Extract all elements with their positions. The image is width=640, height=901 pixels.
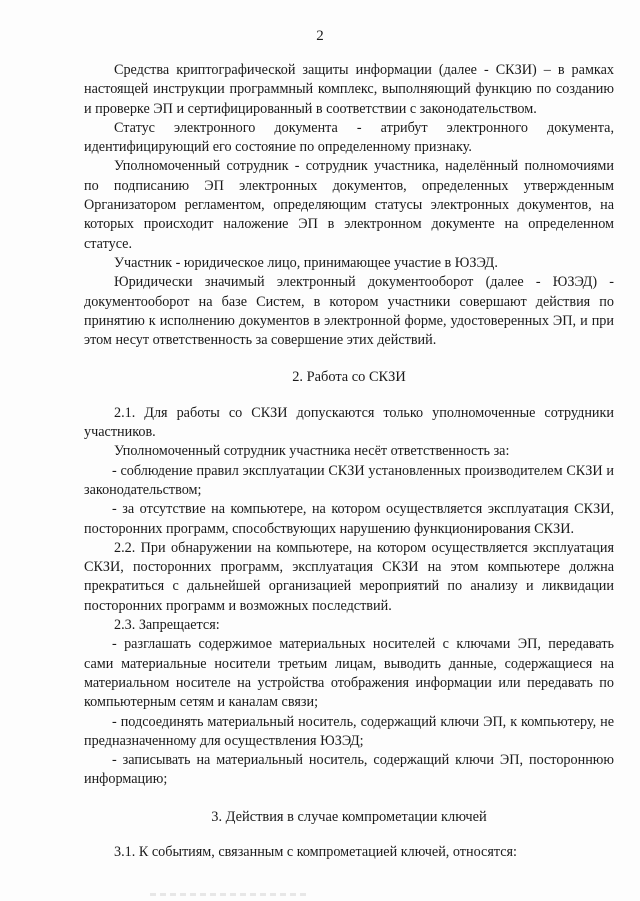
clause-2-1: 2.1. Для работы со СКЗИ допускаются только уполномоченные сотрудники участников.	[84, 404, 614, 441]
clause-2-2: 2.2. При обнаружении на компьютере, на котором осуществляется эксплуатация СКЗИ, посторонних программ, эксплуатация СКЗИ на этом компьютере должна прекратиться с дальнейшей организацией мероприятий по анализу и ликвидации посторонних программ и возможных последствий.	[84, 539, 614, 614]
prohibition-item-1: - разглашать содержимое материальных носителей с ключами ЭП, передавать сами материальные носители третьим лицам, выводить данные, содержащиеся на материальном носителе на устройства отображения информации или передавать по компьютерным сетям и каналам связи;	[84, 636, 614, 711]
definition-participant: Участник - юридическое лицо, принимающее участие в ЮЗЭД.	[114, 254, 498, 271]
definition-authorized-employee: Уполномоченный сотрудник - сотрудник участника, наделённый полномочиями по подписанию ЭП электронных документов, определенных утвержденным Организатором регламентом, определяющим статусы электронных документов, на которых происходит наложение ЭП в электронном документе на определенном статусе.	[84, 158, 614, 252]
document-body	[84, 61, 614, 862]
definition-yuzed: Юридически значимый электронный документооборот (далее - ЮЗЭД) - документооборот на базе Систем, в котором участники совершают действия по принятию к исполнению документов в электронной форме, удостоверенных ЭП, и при этом несут ответственность за совершение этих действий.	[84, 274, 614, 349]
definition-document-status: Статус электронного документа - атрибут электронного документа, идентифицирующий его состояние по определенному признаку.	[84, 119, 614, 156]
prohibition-item-2: - подсоединять материальный носитель, содержащий ключи ЭП, к компьютеру, не предназначенному для осуществления ЮЗЭД;	[84, 713, 614, 749]
responsibility-item-2: - за отсутствие на компьютере, на котором осуществляется эксплуатация СКЗИ, посторонних программ, способствующих нарушению функционирования СКЗИ.	[84, 501, 614, 537]
clause-3-1: 3.1. К событиям, связанным с компрометацией ключей, относятся:	[114, 843, 517, 860]
page-number: 2	[316, 28, 324, 44]
responsibility-item-1: - соблюдение правил эксплуатации СКЗИ установленных производителем СКЗИ и законодательством;	[84, 462, 614, 498]
section-2-title: 2. Работа со СКЗИ	[292, 369, 406, 386]
responsibility-intro: Уполномоченный сотрудник участника несёт ответственность за:	[114, 443, 510, 460]
definition-skzi: Средства криптографической защиты информации (далее - СКЗИ) – в рамках настоящей инструкции программный комплекс, выполняющий функцию по созданию и проверке ЭП и сертифицированный в соответствии с законодательством.	[84, 62, 614, 117]
prohibition-item-3: - записывать на материальный носитель, содержащий ключи ЭП, постороннюю информацию;	[84, 752, 614, 788]
scan-artifact	[150, 893, 310, 896]
clause-2-3: 2.3. Запрещается:	[114, 617, 220, 634]
section-3-title: 3. Действия в случае компрометации ключей	[211, 808, 487, 825]
